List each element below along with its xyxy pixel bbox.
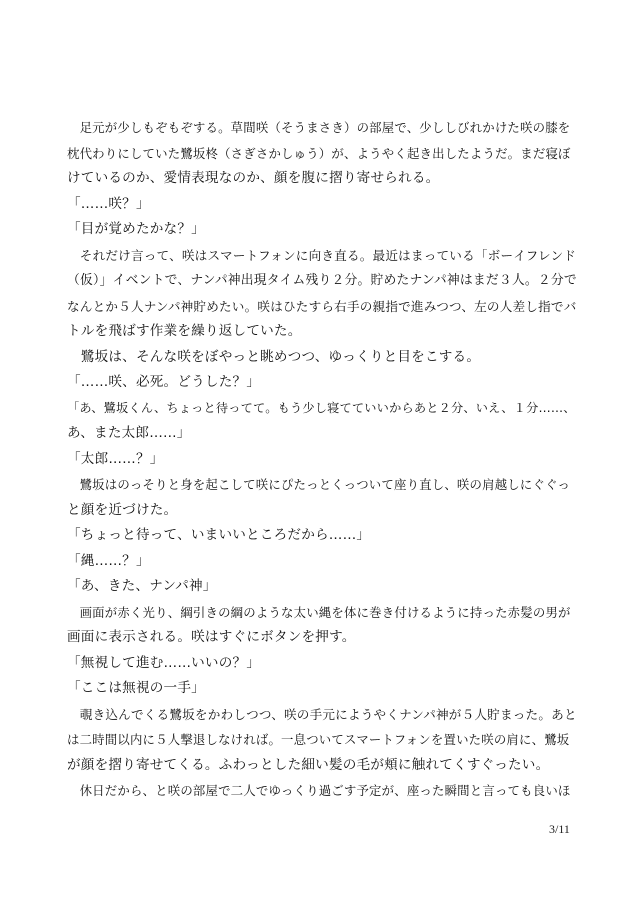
dialogue-line: 「ここは無視の一手」 bbox=[67, 680, 205, 696]
text-line: 休日だから、と咲の部屋で二人でゆっくり過ごす予定が、座った瞬間と言っても良いほ bbox=[67, 783, 571, 798]
page-number: 3/11 bbox=[549, 822, 570, 836]
text-line: （仮）」イベントで、ナンパ神出現タイム残り２分。貯めたナンパ神はまだ３人。２分で bbox=[67, 273, 577, 288]
dialogue-line: 「……咲、必死。どうした？」 bbox=[67, 374, 261, 390]
text-line: なんとか５人ナンパ神貯めたい。咲はひたすら右手の親指で進みつつ、左の人差し指でバ bbox=[67, 298, 577, 314]
dialogue-line: 「無視して進む……いいの？」 bbox=[67, 654, 261, 671]
text-line: は二時間以内に５人撃退しなければ。一息ついてスマートフォンを置いた咲の肩に、鷺坂 bbox=[67, 732, 570, 747]
dialogue-line: 「あ、きた、ナンパ神」 bbox=[67, 578, 217, 594]
text-line: それだけ言って、咲はスマートフォンに向き直る。最近はまっている「ボーイフレンド bbox=[67, 247, 577, 263]
text-line: が顔を摺り寄せてくる。ふわっとした細い髪の毛が頬に触れてくすぐったい。 bbox=[67, 756, 550, 773]
dialogue-line: 「目が覚めたかな？」 bbox=[67, 221, 205, 237]
text-line: 鷺坂は、そんな咲をぼやっと眺めつつ、ゆっくりと目をこする。 bbox=[67, 348, 481, 365]
dialogue-line: 「ちょっと待って、いまいいところだから……」 bbox=[67, 527, 371, 543]
text-line: あ、また太郎……」 bbox=[67, 425, 191, 441]
dialogue-line: 「あ、鷺坂くん、ちょっと待ってて。もう少し寝てていいからあと２分、いえ、１分……、 bbox=[67, 400, 576, 415]
body-text bbox=[67, 115, 577, 804]
text-line: 画面が赤く光り、綱引きの綱のような太い縄を体に巻き付けるように持った赤髪の男が bbox=[67, 604, 571, 620]
text-line: けているのか、愛情表現なのか、顔を腹に摺り寄せられる。 bbox=[67, 170, 440, 186]
text-line: 足元が少しもぞもぞする。草間咲（そうまさき）の部屋で、少ししびれかけた咲の膝を bbox=[67, 120, 571, 135]
text-line: 枕代わりにしていた鷺坂柊（さぎさかしゅう）が、ようやく起き出したようだ。まだ寝ぼ bbox=[67, 145, 571, 161]
text-line: トルを飛ばす作業を繰り返していた。 bbox=[67, 323, 302, 339]
text-line: 覗き込んでくる鷺坂をかわしつつ、咲の手元にようやくナンパ神が５人貯まった。あと bbox=[67, 706, 577, 722]
dialogue-line: 「……咲？」 bbox=[67, 195, 150, 212]
dialogue-line: 「太郎……？」 bbox=[67, 450, 164, 467]
text-line: と顔を近づけた。 bbox=[67, 501, 178, 518]
text-line: 鷺坂はのっそりと身を起こして咲にぴたっとくっついて座り直し、咲の肩越しにぐぐっ bbox=[67, 477, 571, 492]
text-line: 画面に表示される。咲はすぐにボタンを押す。 bbox=[67, 629, 356, 645]
dialogue-line: 「縄……？」 bbox=[67, 552, 150, 569]
